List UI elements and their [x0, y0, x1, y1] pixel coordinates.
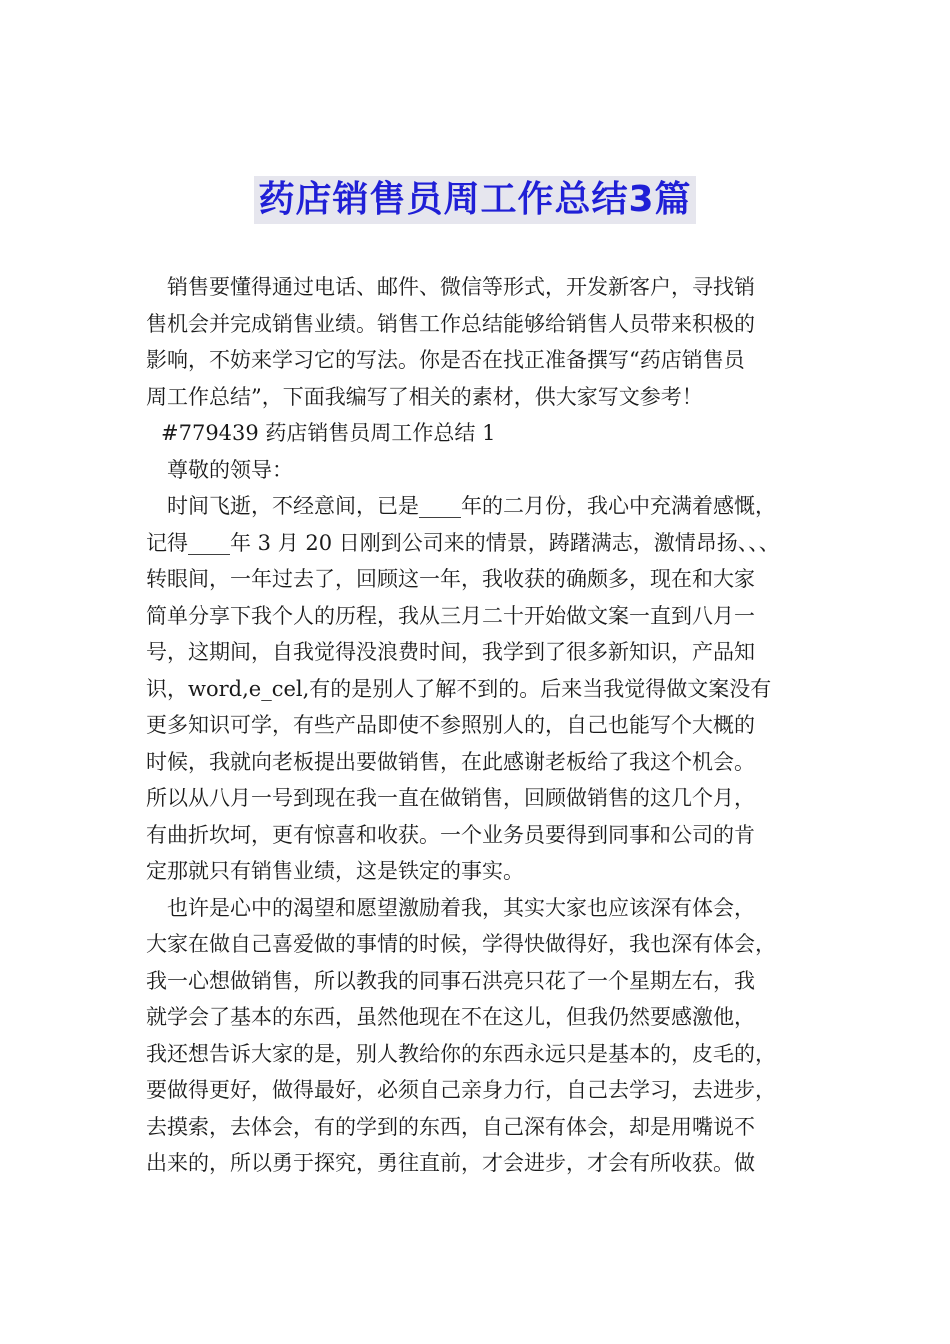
paragraph-line: 我一心想做销售，所以教我的同事石洪亮只花了一个星期左右，我	[146, 968, 755, 993]
paragraph-line: 大家在做自己喜爱做的事情的时候，学得快做得好，我也深有体会，	[146, 932, 776, 956]
title-container	[0, 176, 950, 224]
paragraph-line: 号，这期间，自我觉得没浪费时间，我学到了很多新知识，产品知	[146, 640, 755, 664]
paragraph-line: 我还想告诉大家的是，别人教给你的东西永远只是基本的，皮毛的，	[146, 1041, 776, 1066]
paragraph-line: 时候，我就向老板提出要做销售，在此感谢老板给了我这个机会。	[146, 749, 755, 774]
paragraph-line: 影响，不妨来学习它的写法。你是否在找正准备撰写“药店销售员	[146, 348, 745, 372]
paragraph-line: 识，word,e_cel,有的是别人了解不到的。后来当我觉得做文案没有	[146, 676, 772, 701]
paragraph-line: 有曲折坎坷，更有惊喜和收获。一个业务员要得到同事和公司的肯	[146, 822, 755, 847]
paragraph-line: 所以从八月一号到现在我一直在做销售，回顾做销售的这几个月，	[146, 786, 755, 810]
paragraph-line: 时间飞逝，不经意间，已是____年的二月份，我心中充满着感慨，	[167, 494, 776, 518]
paragraph-line: 售机会并完成销售业绩。销售工作总结能够给销售人员带来积极的	[146, 311, 755, 336]
paragraph-line: 简单分享下我个人的历程，我从三月二十开始做文案一直到八月一	[146, 603, 755, 628]
paragraph-line: 定那就只有销售业绩，这是铁定的事实。	[146, 859, 524, 883]
paragraph-line: 记得____年 3 月 20 日刚到公司来的情景，踌躇满志，激情昂扬、、、	[146, 530, 780, 555]
paragraph-line: 出来的，所以勇于探究，勇往直前，才会进步，才会有所收获。做	[146, 1151, 755, 1175]
paragraph-line: 更多知识可学，有些产品即使不参照别人的，自己也能写个大概的	[146, 713, 755, 737]
paragraph-line: 就学会了基本的东西，虽然他现在不在这儿，但我仍然要感激他，	[146, 1005, 755, 1029]
paragraph-line: 转眼间，一年过去了，回顾这一年，我收获的确颇多，现在和大家	[146, 567, 755, 591]
paragraph-line: 去摸索，去体会，有的学到的东西，自己深有体会，却是用嘴说不	[146, 1114, 755, 1139]
section-heading: #779439 药店销售员周工作总结 1	[161, 421, 496, 445]
paragraph-line: 也许是心中的渴望和愿望激励着我，其实大家也应该深有体会，	[167, 895, 755, 920]
document-body	[146, 269, 826, 1182]
document-title: 药店销售员周工作总结3篇	[254, 176, 695, 224]
paragraph-line: 要做得更好，做得最好，必须自己亲身力行，自己去学习，去进步，	[146, 1078, 776, 1102]
paragraph-line: 周工作总结”，下面我编写了相关的素材，供大家写文参考！	[146, 384, 703, 409]
salutation: 尊敬的领导：	[167, 457, 293, 482]
paragraph-line: 销售要懂得通过电话、邮件、微信等形式，开发新客户，寻找销	[167, 275, 755, 299]
